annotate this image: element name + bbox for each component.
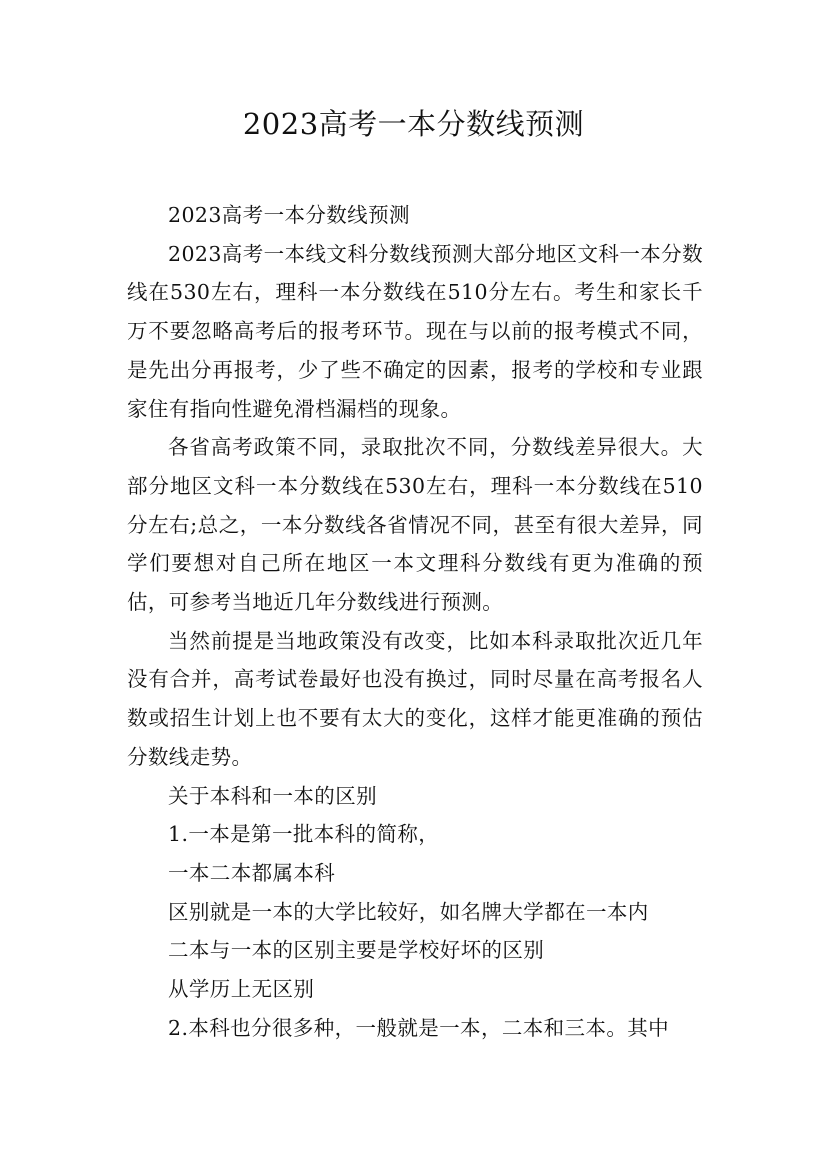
paragraph-3: 当然前提是当地政策没有改变，比如本科录取批次近几年没有合并，高考试卷最好也没有换过，同时尽量在高考报名人数或招生计划上也不要有太大的变化，这样才能更准确的预估分数线走势。 <box>127 628 703 769</box>
text-line-3: 区别就是一本的大学比较好，如名牌大学都在一本内 <box>168 899 649 924</box>
paragraph-2: 各省高考政策不同，录取批次不同，分数线差异很大。大部分地区文科一本分数线在530左右，理科一本分数线在510分左右;总之，一本分数线各省情况不同，甚至有很大差异，同学们要想对自己所在地区一本文理科分数线有更为准确的预估，可参考当地近几年分数线进行预测。 <box>127 435 703 615</box>
document-subtitle: 2023高考一本分数线预测 <box>168 203 410 227</box>
document-title: 2023高考一本分数线预测 <box>242 107 585 141</box>
document-body <box>127 196 703 1047</box>
section-heading: 关于本科和一本的区别 <box>168 783 377 808</box>
text-line-6: 2.本科也分很多种，一般就是一本，二本和三本。其中 <box>168 1015 670 1040</box>
text-line-5: 从学历上无区别 <box>168 977 315 1002</box>
text-line-1: 1.一本是第一批本科的简称， <box>168 822 440 847</box>
paragraph-1: 2023高考一本线文科分数线预测大部分地区文科一本分数线在530左右，理科一本分数线在510分左右。考生和家长千万不要忽略高考后的报考环节。现在与以前的报考模式不同，是先出分再报考，少了些不确定的因素，报考的学校和专业跟家住有指向性避免滑档漏档的现象。 <box>127 241 703 421</box>
text-line-4: 二本与一本的区别主要是学校好坏的区别 <box>168 938 545 963</box>
text-line-2: 一本二本都属本科 <box>168 860 336 885</box>
